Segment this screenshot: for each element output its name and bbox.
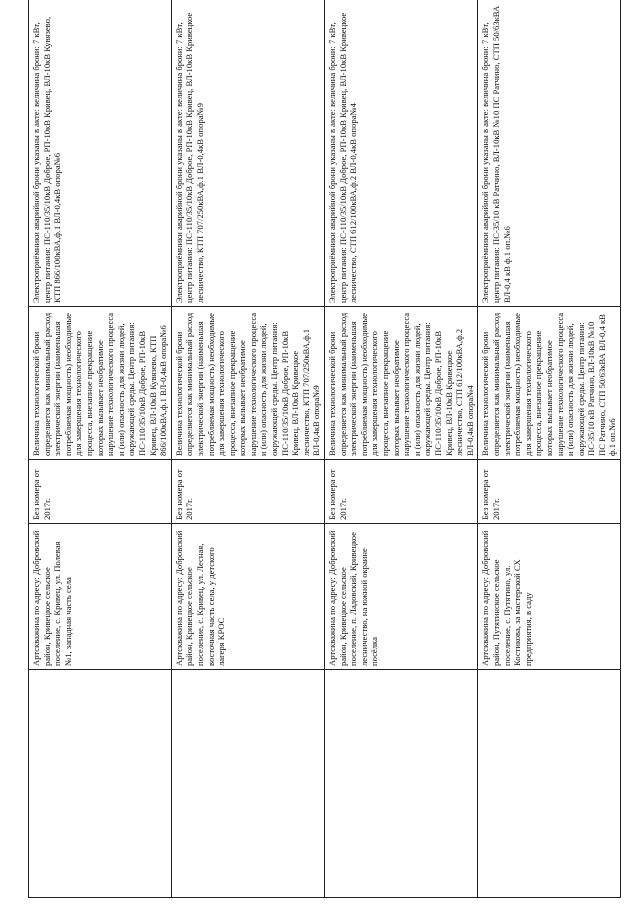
description-cell: Величина технологической брони определяется как минимальный расход электрической энергии (наименьшая потребляемая мощность) необходимые для завершения технологического процесса, внезапное прекращение которых вызывает необратимое нарушение технологического процесса и (или) опасность для жизни людей, окружающей среды. Центр питания: ПС-110/35/10кВ Доброе, РП-10кВ Кривец, ВЛ-10кВ Кривецкое лесничество, КТП 707/250кВА,ф.1 ВЛ-0,4кВ опора№9: [171, 307, 324, 460]
reservation-table: [28, 0, 621, 898]
empty-cell: [29, 670, 172, 898]
address-cell: Артскважина по адресу: Добровский район, Кривецкое сельское поселение, п. Ладовский, Кривецкое лесничество, на южной окраине посёлка: [325, 524, 478, 670]
empty-cell: [478, 670, 621, 898]
note-cell: Электроприёмники аварийной брони указаны в акте: величина брони: 7 кВт, центр питания: ПС-110/35/10кВ Доброе, РП-10кВ Кривец, ВЛ-10кВ Кувязево, КТП 866/100кВА,ф.1 ВЛ-0,4кВ опора№6: [29, 0, 172, 307]
note-cell: Электроприёмники аварийной брони указаны в акте: величина брони: 7 кВт, центр питания: ПС-110/35/10кВ Доброе, РП-10кВ Кривец, ВЛ-10кВ Кривецкое лесничество, КТП 707/250кВА,ф.1 ВЛ-0,4кВ опора№9: [171, 0, 324, 307]
empty-cell: [171, 670, 324, 898]
rotated-table-wrapper: [28, 5, 618, 898]
number-cell: Без номера от 2017г.: [325, 460, 478, 524]
address-cell: Артскважина по адресу: Добровский район, Кривецкое сельское поселение, с. Кривец, ул. Полевая №1, западная часть села: [29, 524, 172, 670]
table-row: [171, 0, 324, 898]
number-cell: Без номера от 2017г.: [29, 460, 172, 524]
table-row: [478, 0, 621, 898]
number-cell: Без номера от 2017г.: [171, 460, 324, 524]
number-cell: Без номера от 2017г.: [478, 460, 621, 524]
description-cell: Величина технологической брони определяется как минимальный расход электрической энергии (наименьшая потребляемая мощность) необходимые для завершения технологического процесса, внезапное прекращение которых вызывает необратимое нарушение технологического процесса и (или) опасность для жизни людей, окружающей среды. Центр питания: ПС-110/35/10кВ Доброе, РП-10кВ Кривец, ВЛ-10кВ Кривецкое лесничество, СТП 612/100кВА,ф.2 ВЛ-0,4кВ опора№4: [325, 307, 478, 460]
address-cell: Артскважина по адресу: Добровский район, Путятинское сельское поселение, с. Путятино, ул. Костикова, за мастерской СХ предприятия, в саду: [478, 524, 621, 670]
table-row: [29, 0, 172, 898]
address-cell: Артскважина по адресу: Добровский район, Кривецкое сельское поселение, с. Кривец, ул. Лесная, восточная часть села, у детского лагеря КРОС: [171, 524, 324, 670]
note-cell: Электроприёмники аварийной брони указаны в акте: величина брони: 7 кВт, центр питания: ПС-35/10 кВ Ратчино, ВЛ-10кВ №10 ПС Ратчино, СТП 50/63кВА ВЛ-0,4 кВ ф.1 оп.№6: [478, 0, 621, 307]
empty-cell: [325, 670, 478, 898]
table-row: [325, 0, 478, 898]
description-cell: Величина технологической брони определяется как минимальный расход электрической энергии (наименьшая потребляемая мощность) необходимые для завершения технологического процесса, внезапное прекращение которых вызывает необратимое нарушение технологического процесса и (или) опасность для жизни людей, окружающей среды. Центр питания: ПС-35/10 кВ Ратчино, ВЛ-10кВ №10 ПС Ратчино, СТП 50/63кВА ВЛ-0,4 кВ ф.1 оп.№6: [478, 307, 621, 460]
note-cell: Электроприёмники аварийной брони указаны в акте: величина брони: 7 кВт, центр питания: ПС-110/35/10кВ Доброе, РП-10кВ Кривец, ВЛ-10кВ Кривецкое лесничество, СТП 612/100кВА,ф.2 ВЛ-0,4кВ опора№4: [325, 0, 478, 307]
description-cell: Величина технологической брони определяется как минимальный расход электрической энергии (наименьшая потребляемая мощность) необходимые для завершения технологического процесса, внезапное прекращение которых вызывает необратимое нарушение технологического процесса и (или) опасность для жизни людей, окружающей среды. Центр питания: ПС-110/35/10кВ Доброе, РП-10кВ Кривец, ВЛ-10кВ Кувязево, КТП 866/100кВА,ф.1 ВЛ-0,4кВ опора№6: [29, 307, 172, 460]
